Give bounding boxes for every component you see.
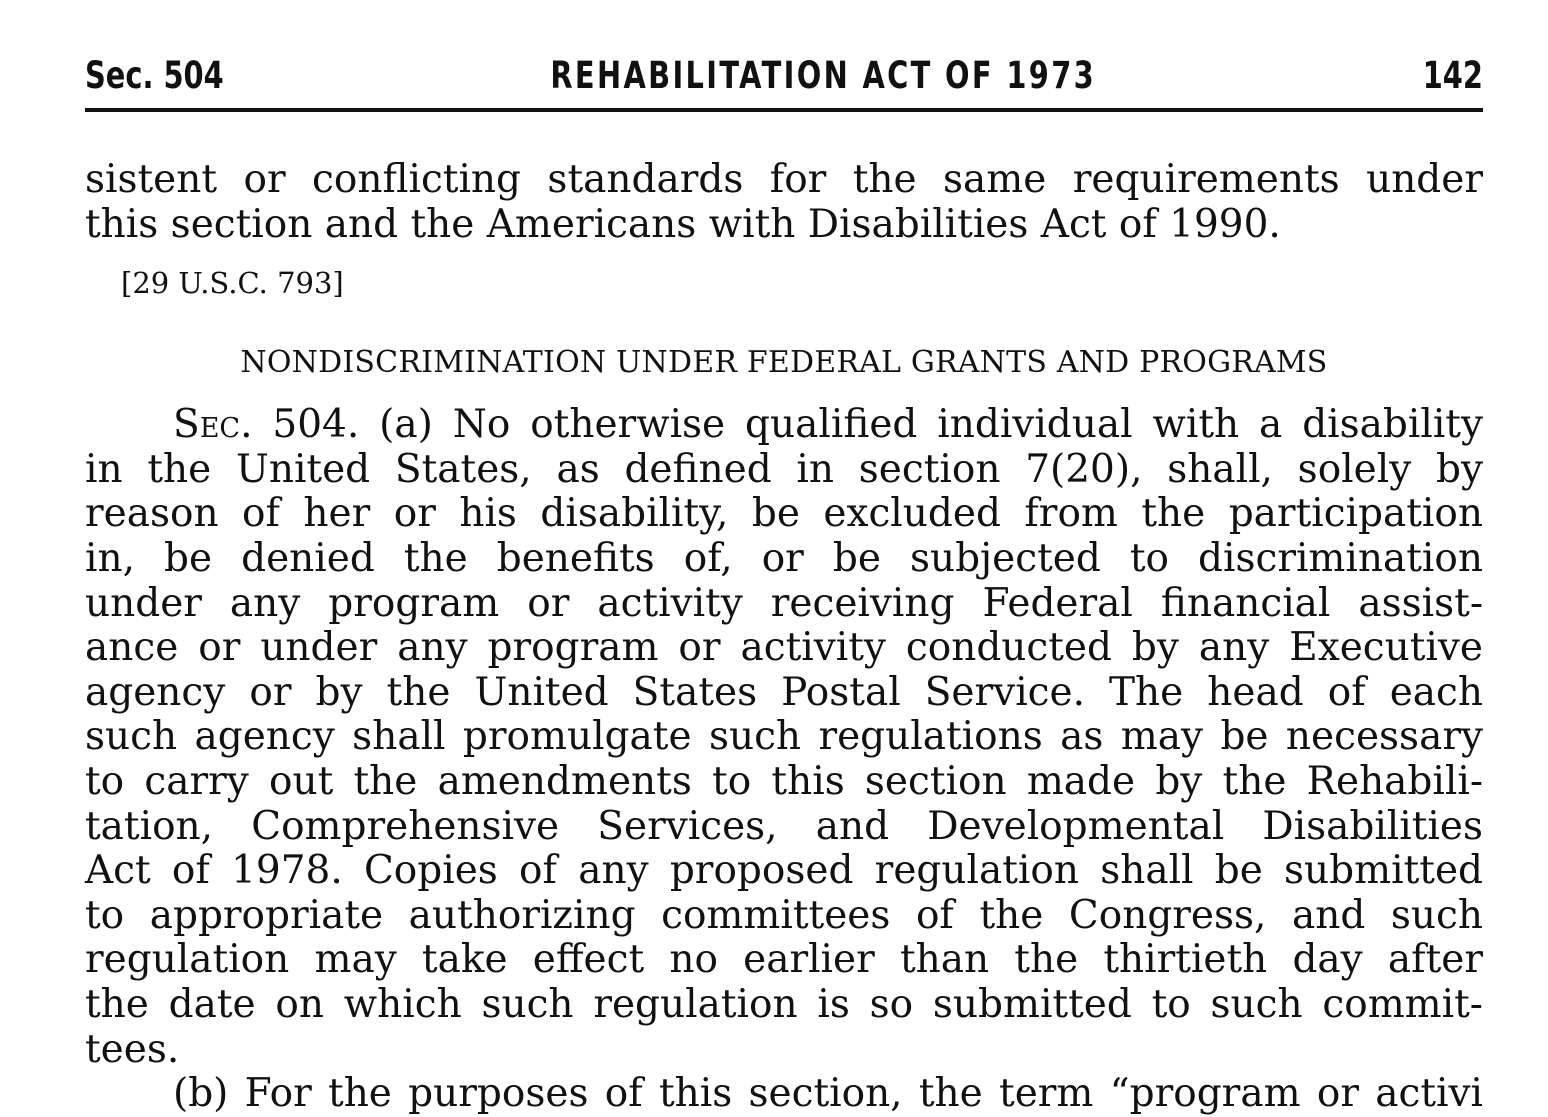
section-line: tees.: [85, 1026, 180, 1072]
section-line: such agency shall promulgate such regulations as may be necessary: [85, 714, 1483, 760]
continuation-line: sistent or conflicting standards for the same requirements under: [85, 157, 1483, 202]
section-line: ance or under any program or activity conducted by any Executive: [85, 625, 1483, 671]
header-page-number: 142: [1422, 54, 1483, 97]
section-line: tation, Comprehensive Services, and Developmental Disabilities: [85, 803, 1483, 849]
continuation-line: this section and the Americans with Disabilities Act of 1990.: [85, 201, 1281, 247]
header-section-label: Sec. 504: [85, 54, 224, 97]
continuation-paragraph: [85, 158, 1483, 247]
section-line: to appropriate authorizing committees of the Congress, and such: [85, 892, 1483, 938]
section-first-line: [85, 403, 1483, 448]
section-heading: NONDISCRIMINATION UNDER FEDERAL GRANTS AND PROGRAMS: [240, 345, 1328, 381]
header-act-title: REHABILITATION ACT OF 1973: [550, 54, 1097, 97]
section-label: Sec.: [173, 402, 253, 448]
section-line: the date on which such regulation is so submitted to such commit-: [85, 981, 1483, 1027]
running-head: [85, 50, 1483, 112]
usc-citation: [29 U.S.C. 793]: [121, 266, 344, 301]
section-line: Act of 1978. Copies of any proposed regulation shall be submitted: [85, 848, 1483, 894]
section-line: agency or by the United States Postal Service. The head of each: [85, 669, 1483, 715]
section-line: reason of her or his disability, be excluded from the participation: [85, 491, 1483, 537]
section-line: to carry out the amendments to this section made by the Rehabili-: [85, 758, 1483, 804]
document-page: [85, 50, 1483, 1117]
cut-off-line-text: (b) For the purposes of this section, the term “program or activi: [173, 1071, 1483, 1117]
section-504-paragraph: [85, 402, 1483, 1117]
section-line: regulation may take effect no earlier than the thirtieth day after: [85, 937, 1483, 983]
section-line: in, be denied the benefits of, or be subjected to discrimination: [85, 535, 1483, 581]
section-line: in the United States, as defined in section 7(20), shall, solely by: [85, 446, 1483, 492]
cut-off-line: [85, 1071, 1483, 1117]
section-line: under any program or activity receiving Federal financial assist-: [85, 580, 1483, 626]
section-first-line-text: 504. (a) No otherwise qualified individual with a disability: [252, 402, 1483, 448]
